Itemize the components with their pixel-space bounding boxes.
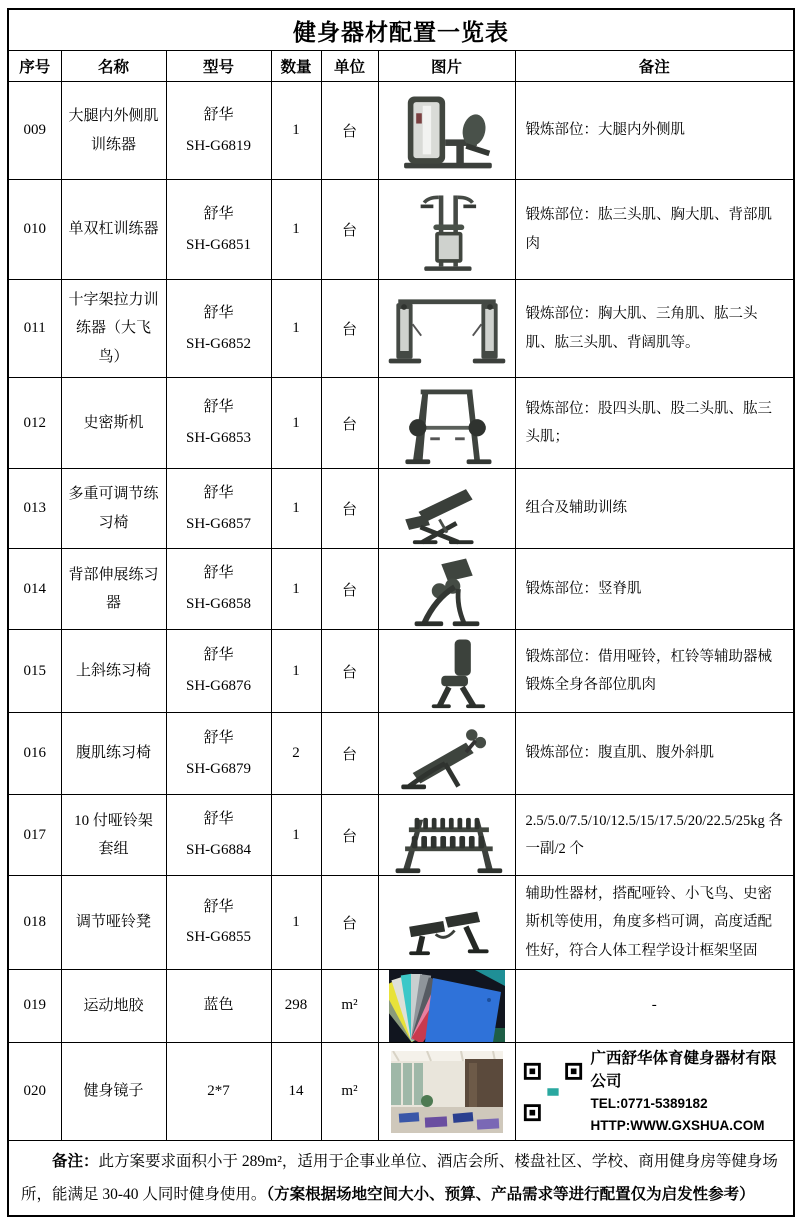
quantity-value: 1 — [271, 280, 321, 378]
unit-value: 台 — [321, 180, 378, 280]
equipment-name-text: 大腿内外侧肌训练器 — [68, 108, 159, 153]
row-number: 016 — [8, 713, 61, 795]
quantity-value: 1 — [271, 82, 321, 180]
picture-cell — [378, 280, 515, 378]
company-website: HTTP:WWW.GXSHUA.COM — [590, 1117, 765, 1133]
qr-code-icon — [522, 1061, 584, 1123]
brand-text: 2*7 — [207, 1083, 230, 1100]
gym-mirror-room-photo — [379, 1051, 515, 1133]
brand-text: 蓝色 — [203, 997, 234, 1014]
table-row — [8, 876, 794, 970]
upright-seat-bench-photo — [379, 630, 515, 712]
brand-text: 舒华 — [203, 399, 234, 416]
footer-note-segment: 此方案要求面积小于 289m²，适用于企事业单位、酒店会所、楼盘社区、学校、商用健身房等健身场所，能满足 30-40 人同时健身使用。 — [21, 1153, 778, 1204]
equipment-model — [166, 1042, 271, 1141]
quantity-value: 298 — [271, 969, 321, 1042]
equipment-name — [61, 713, 166, 795]
quantity-value: 1 — [271, 378, 321, 469]
model-text: SH-G6853 — [185, 430, 251, 446]
equipment-name — [61, 378, 166, 469]
company-contact-block — [516, 1043, 794, 1141]
col-header-3: 数量 — [271, 51, 321, 82]
equipment-name — [61, 630, 166, 713]
row-number: 009 — [8, 82, 61, 180]
flooring-samples-photo — [379, 970, 515, 1042]
equipment-name-text: 背部伸展练习器 — [68, 566, 159, 611]
company-tel: TEL:0771-5389182 — [590, 1096, 708, 1112]
equipment-name — [61, 280, 166, 378]
footer-note-cell — [8, 1141, 794, 1217]
quantity-value: 1 — [271, 549, 321, 630]
unit-value: 台 — [321, 378, 378, 469]
row-number: 017 — [8, 795, 61, 876]
col-header-6: 备注 — [515, 51, 794, 82]
remark-text: 锻炼部位：肱三头肌、胸大肌、背部肌肉 — [525, 207, 772, 252]
equipment-name-text: 腹肌练习椅 — [75, 745, 151, 762]
col-header-5: 图片 — [378, 51, 515, 82]
remark-text: 锻炼部位：竖脊肌 — [525, 580, 642, 597]
picture-cell — [378, 82, 515, 180]
back-extension-bench-photo — [379, 549, 515, 629]
remark-text: 辅助性器材，搭配哑铃、小飞鸟、史密斯机等使用，角度多档可调，高度适配性好，符合人体工程学设计框架坚固 — [525, 886, 772, 959]
equipment-name-text: 上斜练习椅 — [75, 662, 151, 679]
brand-text: 舒华 — [203, 647, 234, 664]
brand-text: 舒华 — [203, 811, 234, 828]
remark-cell — [515, 280, 794, 378]
quantity-value: 1 — [271, 469, 321, 549]
quantity-value: 2 — [271, 713, 321, 795]
cable-crossover-machine-photo — [379, 286, 515, 372]
remark-cell — [515, 180, 794, 280]
brand-text: 舒华 — [203, 729, 234, 746]
row-number: 014 — [8, 549, 61, 630]
remark-text: 锻炼部位：胸大肌、三角肌、肱二头肌、肱三头肌、背阔肌等。 — [525, 306, 758, 351]
equipment-name — [61, 469, 166, 549]
quantity-value: 1 — [271, 795, 321, 876]
table-row — [8, 378, 794, 469]
remark-cell — [515, 469, 794, 549]
equipment-model — [166, 280, 271, 378]
model-text: SH-G6851 — [185, 236, 251, 253]
remark-text: 锻炼部位：大腿内外侧肌 — [525, 122, 685, 139]
brand-text: 舒华 — [203, 484, 234, 501]
remark-cell — [515, 795, 794, 876]
unit-value: 台 — [321, 280, 378, 378]
adjustable-bench-photo — [379, 472, 515, 546]
footer-note-segment: 备注： — [52, 1153, 99, 1171]
footer-note-segment: （方案根据场地空间大小、预算、产品需求等进行配置仅为启发性参考） — [266, 1186, 755, 1204]
picture-cell — [378, 549, 515, 630]
row-number: 012 — [8, 378, 61, 469]
row-number: 010 — [8, 180, 61, 280]
table-row — [8, 549, 794, 630]
equipment-model — [166, 713, 271, 795]
equipment-name-text: 健身镜子 — [83, 1083, 144, 1100]
equipment-name — [61, 876, 166, 970]
equipment-name-text: 史密斯机 — [83, 414, 144, 431]
equipment-name-text: 单双杠训练器 — [68, 221, 159, 238]
row-number: 013 — [8, 469, 61, 549]
equipment-name-text: 运动地胶 — [83, 997, 144, 1014]
table-row — [8, 713, 794, 795]
equipment-model — [166, 969, 271, 1042]
table-row — [8, 280, 794, 378]
equipment-model — [166, 876, 271, 970]
row-number: 020 — [8, 1042, 61, 1141]
remark-cell — [515, 82, 794, 180]
company-name: 广西舒华体育健身器材有限公司 — [590, 1049, 777, 1091]
unit-value: m² — [321, 969, 378, 1042]
equipment-name — [61, 795, 166, 876]
equipment-model — [166, 630, 271, 713]
remark-text: 锻炼部位：腹直肌、腹外斜肌 — [525, 745, 714, 762]
quantity-value: 1 — [271, 630, 321, 713]
equipment-model — [166, 549, 271, 630]
row-number: 011 — [8, 280, 61, 378]
unit-value: 台 — [321, 795, 378, 876]
unit-value: 台 — [321, 713, 378, 795]
table-row — [8, 469, 794, 549]
model-text: SH-G6879 — [185, 760, 251, 777]
hip-adduction-machine-photo — [379, 88, 515, 174]
model-text: SH-G6852 — [185, 335, 251, 352]
equipment-name-text: 调节哑铃凳 — [75, 914, 151, 931]
col-header-2: 型号 — [166, 51, 271, 82]
row-number: 019 — [8, 969, 61, 1042]
equipment-model — [166, 82, 271, 180]
picture-cell — [378, 795, 515, 876]
smith-machine-photo — [379, 378, 515, 468]
table-row — [8, 969, 794, 1042]
brand-text: 舒华 — [203, 205, 234, 222]
remark-text: 锻炼部位：借用哑铃，杠铃等辅助器械锻炼全身各部位肌肉 — [525, 648, 772, 693]
remark-contact-cell — [515, 1042, 794, 1141]
quantity-value: 14 — [271, 1042, 321, 1141]
equipment-name-text: 十字架拉力训练器（大飞鸟） — [68, 291, 159, 365]
remark-cell — [515, 876, 794, 970]
equipment-model — [166, 378, 271, 469]
equipment-name — [61, 82, 166, 180]
dip-chin-assist-machine-photo — [379, 184, 515, 276]
remark-cell — [515, 549, 794, 630]
equipment-name-text: 10 付哑铃架套组 — [74, 812, 153, 857]
picture-cell — [378, 969, 515, 1042]
picture-cell — [378, 630, 515, 713]
remark-cell — [515, 713, 794, 795]
equipment-model — [166, 795, 271, 876]
picture-cell — [378, 180, 515, 280]
decline-ab-bench-photo — [379, 714, 515, 794]
row-number: 018 — [8, 876, 61, 970]
equipment-model — [166, 469, 271, 549]
unit-value: 台 — [321, 469, 378, 549]
table-row — [8, 630, 794, 713]
unit-value: 台 — [321, 82, 378, 180]
table-row — [8, 1042, 794, 1141]
table-row — [8, 82, 794, 180]
col-header-1: 名称 — [61, 51, 166, 82]
picture-cell — [378, 378, 515, 469]
col-header-0: 序号 — [8, 51, 61, 82]
brand-text: 舒华 — [203, 565, 234, 582]
remark-dash: - — [515, 969, 794, 1042]
quantity-value: 1 — [271, 180, 321, 280]
brand-text: 舒华 — [203, 304, 234, 321]
model-text: SH-G6855 — [185, 929, 251, 946]
table-row — [8, 795, 794, 876]
equipment-model — [166, 180, 271, 280]
remark-text: 组合及辅助训练 — [525, 500, 627, 517]
equipment-name — [61, 549, 166, 630]
equipment-name — [61, 969, 166, 1042]
remark-text: 锻炼部位：股四头肌、股二头肌、肱三头肌； — [525, 400, 772, 445]
model-text: SH-G6857 — [185, 515, 251, 532]
model-text: SH-G6884 — [185, 842, 251, 858]
quantity-value: 1 — [271, 876, 321, 970]
unit-value: m² — [321, 1042, 378, 1141]
page-title: 健身器材配置一览表 — [8, 9, 794, 51]
model-text: SH-G6819 — [185, 137, 251, 154]
unit-value: 台 — [321, 876, 378, 970]
row-number: 015 — [8, 630, 61, 713]
table-row — [8, 180, 794, 280]
equipment-name — [61, 1042, 166, 1141]
picture-cell — [378, 1042, 515, 1141]
dumbbell-rack-photo — [379, 795, 515, 875]
unit-value: 台 — [321, 630, 378, 713]
model-text: SH-G6876 — [185, 678, 251, 694]
picture-cell — [378, 876, 515, 970]
equipment-table — [7, 8, 795, 1217]
picture-cell — [378, 713, 515, 795]
equipment-name-text: 多重可调节练习椅 — [68, 486, 159, 531]
brand-text: 舒华 — [203, 898, 234, 915]
picture-cell — [378, 469, 515, 549]
remark-cell — [515, 630, 794, 713]
col-header-4: 单位 — [321, 51, 378, 82]
equipment-name — [61, 180, 166, 280]
footer-note — [9, 1143, 793, 1214]
brand-text: 舒华 — [203, 106, 234, 123]
unit-value: 台 — [321, 549, 378, 630]
remark-text: 2.5/5.0/7.5/10/12.5/15/17.5/20/22.5/25kg 各一副/2 个 — [525, 812, 783, 857]
remark-cell — [515, 378, 794, 469]
adjustable-dumbbell-bench-photo — [379, 887, 515, 957]
model-text: SH-G6858 — [185, 596, 251, 612]
